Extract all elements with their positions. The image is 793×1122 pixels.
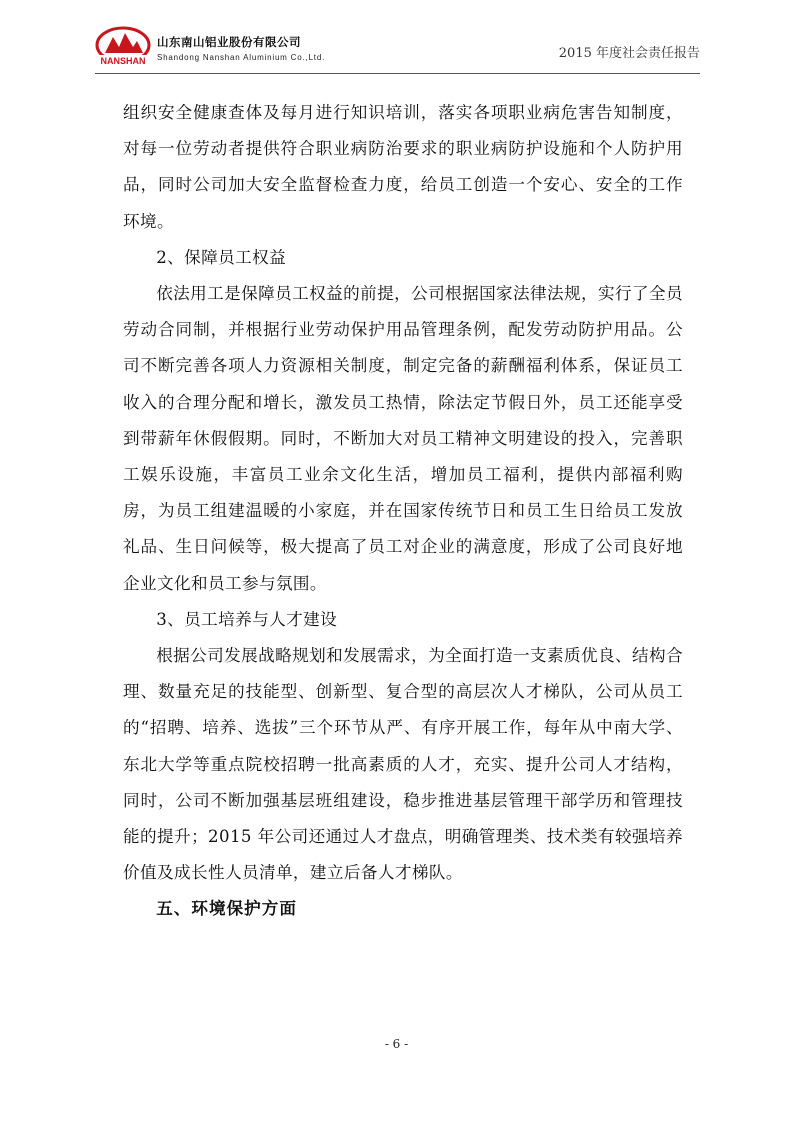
header-divider <box>95 73 700 74</box>
nanshan-logo-icon <box>95 25 151 69</box>
section-heading-environment: 五、环境保护方面 <box>156 899 297 919</box>
company-name-cn: 山东南山铝业股份有限公司 <box>157 35 301 49</box>
subheading-employee-rights: 2、保障员工权益 <box>156 247 287 267</box>
paragraph-talent-development: 根据公司发展战略规划和发展需求，为全面打造一支素质优良、结构合理、数量充足的技能型、创新型、复合型的高层次人才梯队，公司从员工的“招聘、培养、选拔”三个环节从严、有序开展工作，每年从中南大学、东北大学等重点院校招聘一批高素质的人才，充实、提升公司人才结构，同时，公司不断加强基层班组建设，稳步推进基层管理干部学历和管理技能的提升；2015 年公司还通过人才盘点，明确管理类、技术类有较强培养价值及成长性人员清单，建立后备人才梯队。 <box>123 646 683 883</box>
page-number: - 6 - <box>384 1037 409 1051</box>
report-title: 2015 年度社会责任报告 <box>558 46 700 61</box>
paragraph-employee-rights: 依法用工是保障员工权益的前提，公司根据国家法律法规，实行了全员劳动合同制，并根据行业劳动保护用品管理条例，配发劳动防护用品。公司不断完善各项人力资源相关制度，制定完备的薪酬福利体系，保证员工收入的合理分配和增长，激发员工热情，除法定节假日外，员工还能享受到带薪年休假假期。同时，不断加大对员工精神文明建设的投入，完善职工娱乐设施，丰富员工业余文化生活，增加员工福利，提供内部福利购房，为员工组建温暖的小家庭，并在国家传统节日和员工生日给员工发放礼品、生日问候等，极大提高了员工对企业的满意度，形成了公司良好地企业文化和员工参与氛围。 <box>123 284 683 593</box>
subheading-talent-development: 3、员工培养与人才建设 <box>156 609 338 629</box>
company-name-en: Shandong Nanshan Aluminium Co.,Ltd. <box>157 53 326 62</box>
logo-text: NANSHAN <box>100 56 146 66</box>
page-header <box>95 22 700 74</box>
page-body <box>123 95 683 928</box>
paragraph-occupational-safety: 组织安全健康查体及每月进行知识培训，落实各项职业病危害告知制度，对每一位劳动者提供符合职业病防治要求的职业病防护设施和个人防护用品，同时公司加大安全监督检查力度，给员工创造一个安心、安全的工作环境。 <box>123 103 683 231</box>
